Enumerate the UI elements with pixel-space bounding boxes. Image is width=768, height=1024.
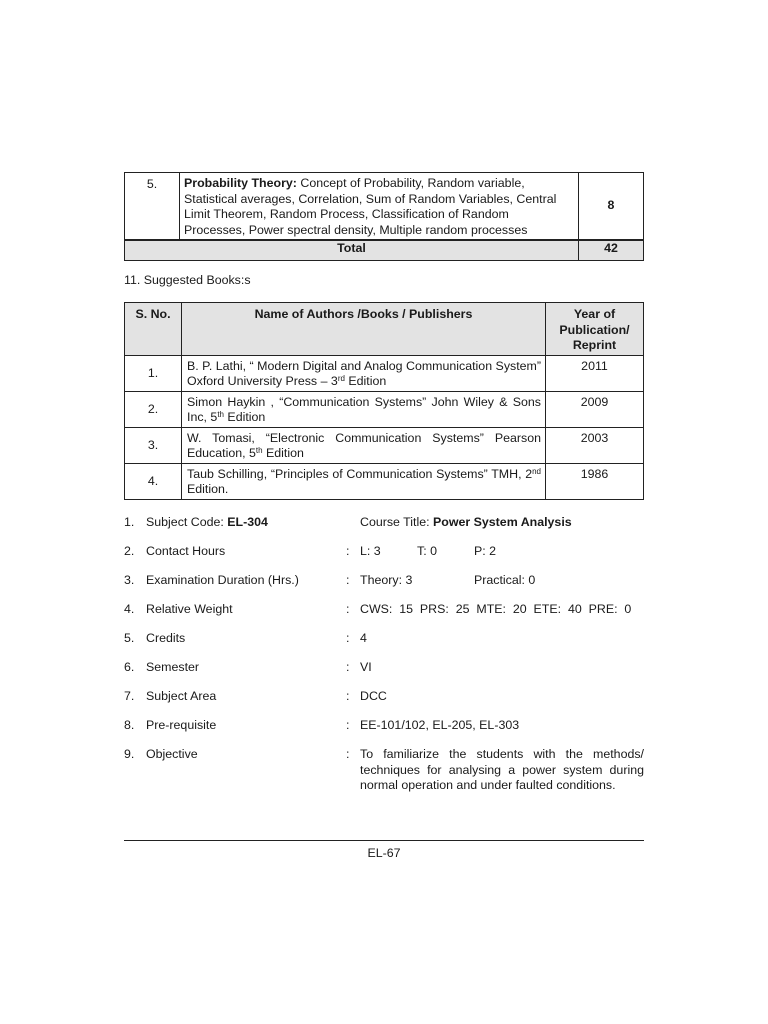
suggested-books-table bbox=[124, 302, 644, 500]
total-row bbox=[125, 240, 644, 261]
item-colon: : bbox=[346, 544, 350, 558]
book-number: 1. bbox=[125, 355, 182, 391]
credits-row bbox=[124, 631, 644, 649]
book-text-edition: Edition bbox=[344, 373, 387, 388]
theory-duration: Theory: 3 bbox=[360, 573, 413, 587]
item-label: Semester bbox=[146, 660, 200, 674]
suggested-books-heading: 11. Suggested Books:s bbox=[124, 273, 251, 287]
contact-hours-row bbox=[124, 544, 644, 562]
book-reference bbox=[182, 391, 546, 427]
course-title-label: Course Title: bbox=[360, 515, 433, 529]
item-label: Pre-requisite bbox=[146, 718, 217, 732]
item-colon: : bbox=[346, 747, 350, 761]
book-number: 3. bbox=[125, 427, 182, 463]
objective-row bbox=[124, 747, 644, 792]
tutorial-hours: T: 0 bbox=[417, 544, 437, 558]
relative-weight-value: CWS: 15 PRS: 25 MTE: 20 ETE: 40 PRE: 0 bbox=[360, 602, 632, 616]
semester-row bbox=[124, 660, 644, 678]
item-number: 7. bbox=[124, 689, 135, 703]
book-text-main: B. P. Lathi, “ Modern Digital and Analog Communication System” Oxford University Press – 3 bbox=[187, 358, 541, 388]
book-reference bbox=[182, 463, 546, 499]
subject-code-label: Subject Code: bbox=[146, 515, 228, 529]
item-colon: : bbox=[346, 718, 350, 732]
item-label: Subject Area bbox=[146, 689, 217, 703]
item-number: 1. bbox=[124, 515, 135, 529]
book-year: 1986 bbox=[546, 463, 644, 499]
prerequisite-value: EE-101/102, EL-205, EL-303 bbox=[360, 718, 520, 732]
subject-code-row bbox=[124, 515, 644, 533]
item-colon: : bbox=[346, 602, 350, 616]
item-number: 4. bbox=[124, 602, 135, 616]
course-title-value: Power System Analysis bbox=[433, 515, 572, 529]
lecture-hours: L: 3 bbox=[360, 544, 381, 558]
item-label: Relative Weight bbox=[146, 602, 233, 616]
book-text-edition: Edition bbox=[262, 445, 304, 460]
item-label: Credits bbox=[146, 631, 186, 645]
item-label: Objective bbox=[146, 747, 198, 761]
book-reference bbox=[182, 355, 546, 391]
book-year: 2011 bbox=[546, 355, 644, 391]
item-number: 2. bbox=[124, 544, 135, 558]
practical-hours: P: 2 bbox=[474, 544, 497, 558]
edition-superscript: rd bbox=[337, 373, 345, 383]
book-number: 2. bbox=[125, 391, 182, 427]
edition-superscript: th bbox=[255, 445, 263, 455]
subject-area-value: DCC bbox=[360, 689, 387, 703]
subject-code bbox=[146, 515, 268, 529]
footer-divider bbox=[124, 840, 644, 841]
item-number: 6. bbox=[124, 660, 135, 674]
subject-code-value: EL-304 bbox=[227, 515, 268, 529]
table-row bbox=[125, 391, 644, 427]
book-text-main: Simon Haykin , “Communication Systems” John Wiley & Sons Inc, 5 bbox=[187, 394, 541, 424]
table-row bbox=[125, 173, 644, 241]
item-number: 5. bbox=[124, 631, 135, 645]
semester-value: VI bbox=[360, 660, 372, 674]
book-number: 4. bbox=[125, 463, 182, 499]
course-title bbox=[360, 515, 572, 529]
book-text-edition: Edition bbox=[223, 409, 266, 424]
item-colon: : bbox=[346, 660, 350, 674]
item-colon: : bbox=[346, 689, 350, 703]
table-header-row bbox=[125, 303, 644, 356]
header-name: Name of Authors /Books / Publishers bbox=[182, 303, 546, 356]
total-label: Total bbox=[125, 240, 579, 261]
table-row bbox=[125, 355, 644, 391]
total-value: 42 bbox=[579, 240, 644, 261]
subject-area-row bbox=[124, 689, 644, 707]
header-year: Year of Publication/ Reprint bbox=[546, 303, 644, 356]
edition-superscript: nd bbox=[532, 466, 541, 476]
unit-description bbox=[180, 173, 579, 241]
table-row bbox=[125, 463, 644, 499]
item-colon: : bbox=[346, 631, 350, 645]
edition-superscript: th bbox=[217, 409, 224, 419]
book-year: 2003 bbox=[546, 427, 644, 463]
page-number: EL-67 bbox=[367, 846, 401, 860]
book-text-main: W. Tomasi, “Electronic Communication Systems” Pearson Education, 5 bbox=[187, 430, 541, 460]
relative-weight-row bbox=[124, 602, 644, 620]
practical-duration: Practical: 0 bbox=[474, 573, 536, 587]
item-number: 9. bbox=[124, 747, 135, 761]
table-row bbox=[125, 427, 644, 463]
book-year: 2009 bbox=[546, 391, 644, 427]
unit-title: Probability Theory: bbox=[184, 176, 297, 190]
prerequisite-row bbox=[124, 718, 644, 736]
unit-hours: 8 bbox=[579, 173, 644, 241]
book-text-edition: Edition. bbox=[187, 481, 229, 496]
item-number: 3. bbox=[124, 573, 135, 587]
book-text-main: Taub Schilling, “Principles of Communication Systems” TMH, 2 bbox=[187, 466, 533, 481]
unit-number: 5. bbox=[125, 173, 180, 241]
item-colon: : bbox=[346, 573, 350, 587]
unit-topics: Concept of Probability, Random variable, Statistical averages, Correlation, Sum of Random Variables, Central Limit Theorem, Random Process, Classification of Random Processes, Power spectral density, Multiple random processes bbox=[184, 176, 557, 237]
objective-value: To familiarize the students with the methods/ techniques for analysing a power system during normal operation and under faulted conditions. bbox=[360, 747, 644, 792]
header-sno: S. No. bbox=[125, 303, 182, 356]
book-reference bbox=[182, 427, 546, 463]
item-label: Examination Duration (Hrs.) bbox=[146, 573, 299, 587]
item-number: 8. bbox=[124, 718, 135, 732]
credits-value: 4 bbox=[360, 631, 367, 645]
syllabus-unit-table bbox=[124, 172, 644, 261]
exam-duration-row bbox=[124, 573, 644, 591]
item-label: Contact Hours bbox=[146, 544, 226, 558]
